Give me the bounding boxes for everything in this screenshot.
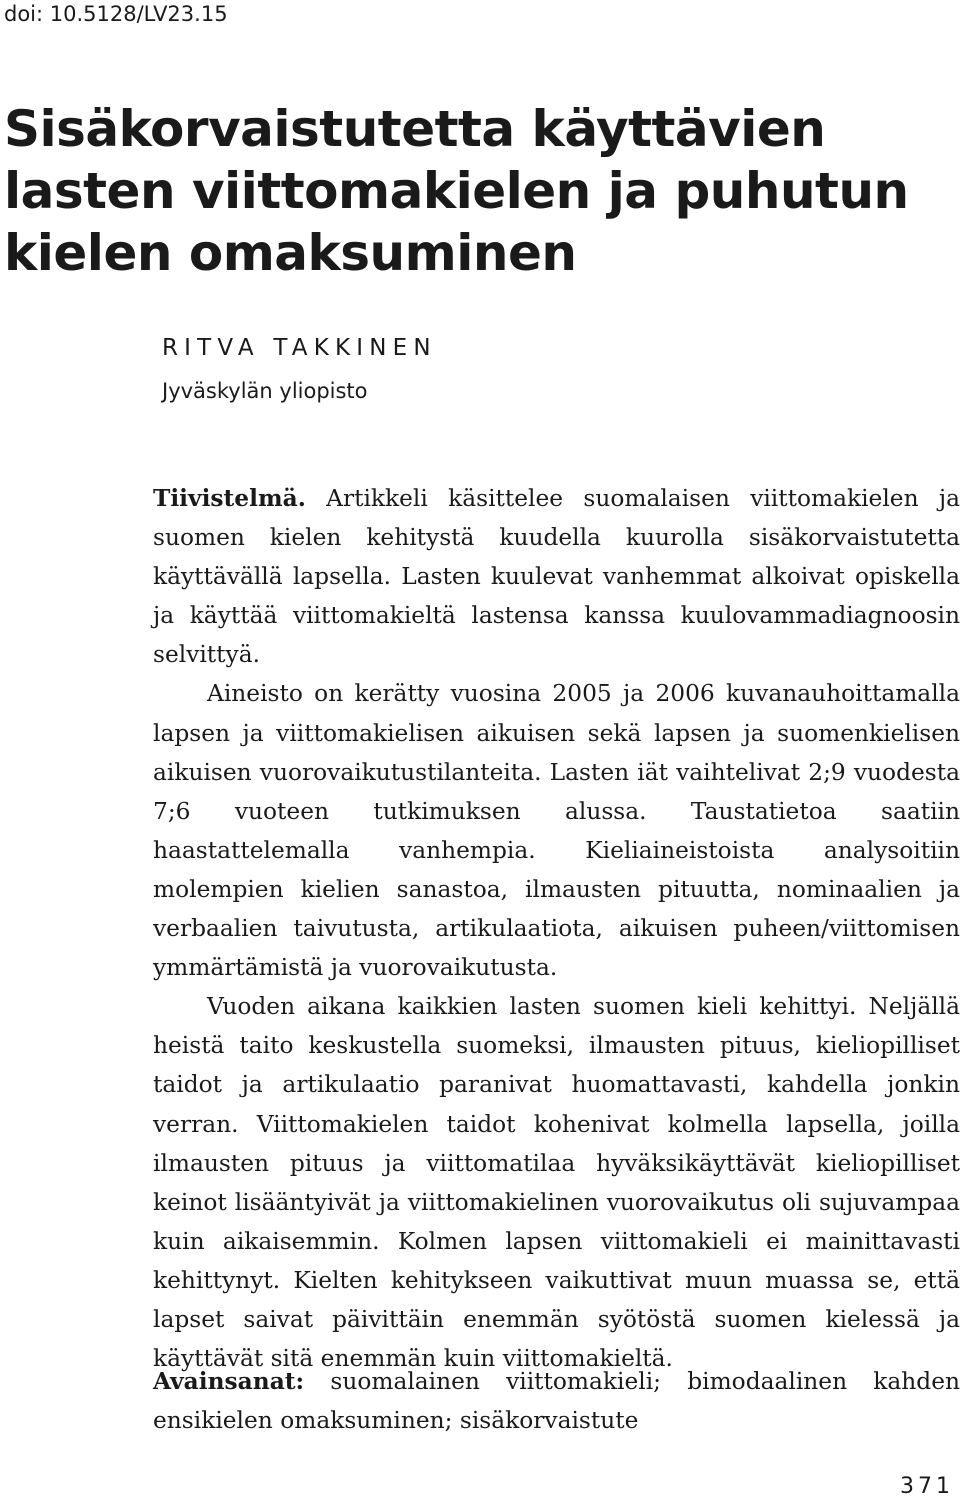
author-name: RITVA TAKKINEN — [162, 335, 437, 361]
page-number: 371 — [900, 1474, 954, 1499]
title-line-2: lasten viittomakielen ja puhutun — [4, 162, 909, 220]
keywords-paragraph — [153, 1362, 960, 1440]
abstract-paragraph-2: Aineisto on kerätty vuosina 2005 ja 2006 kuvanauhoittamalla lapsen ja viittomakielisen aikuisen sekä lapsen ja suomenkielisen aikuisen vuorovaikutustilanteita. Lasten iät vaihtelivat 2;9 vuodesta 7;6 vuoteen tutkimuksen alussa. Taustatietoa saatiin haastattelemalla vanhempia. Kieliaineistoista analysoitiin molempien kielien sanastoa, ilmausten pituutta, nominaalien ja verbaalien taivutusta, artikulaatiota, aikuisen puheen/viittomisen ymmärtämistä ja vuorovaikutusta. — [153, 680, 960, 982]
abstract-paragraph-1 — [153, 479, 960, 674]
keywords — [153, 1362, 960, 1440]
keywords-label: Avainsanat: — [153, 1368, 305, 1395]
abstract-paragraph-3: Vuoden aikana kaikkien lasten suomen kieli kehittyi. Neljällä heistä taito keskustella suomeksi, ilmausten pituus, kieliopilliset taidot ja artikulaatio paranivat huomattavasti, kahdella jonkin verran. Viittomakielen taidot kohenivat kolmella lapsella, joilla ilmausten pituus ja viittomatilaa hyväksikäyttävät kieliopilliset keinot lisääntyivät ja viittomakielinen vuorovaikutus oli sujuvampaa kuin aikaisemmin. Kolmen lapsen viittomakieli ei mainittavasti kehittynyt. Kielten kehitykseen vaikuttivat muun muassa se, että lapset saivat päivittäin enemmän syötöstä suomen kielessä ja käyttävät sitä enemmän kuin viittomakieltä. — [153, 993, 960, 1373]
author-affiliation: Jyväskylän yliopisto — [162, 379, 368, 403]
article-title — [4, 98, 944, 284]
title-line-3: kielen omaksuminen — [4, 224, 577, 282]
doi-line: doi: 10.5128/LV23.15 — [4, 2, 228, 26]
abstract — [153, 479, 960, 1378]
keywords-text: suomalainen viittomakieli; bimodaalinen kahden ensikielen omaksuminen; sisäkorvaistute — [153, 1368, 960, 1434]
abstract-label: Tiivistelmä. — [153, 485, 306, 512]
title-line-1: Sisäkorvaistutetta käyttävien — [4, 100, 826, 158]
abstract-paragraph-1-text: Artikkeli käsittelee suomalaisen viittomakielen ja suomen kielen kehitystä kuudella kuurolla sisäkorvaistutetta käyttävällä lapsella. Lasten kuulevat vanhemmat alkoivat opiskella ja käyttää viittomakieltä lastensa kanssa kuulovammadiagnoosin selvittyä. — [153, 485, 960, 669]
